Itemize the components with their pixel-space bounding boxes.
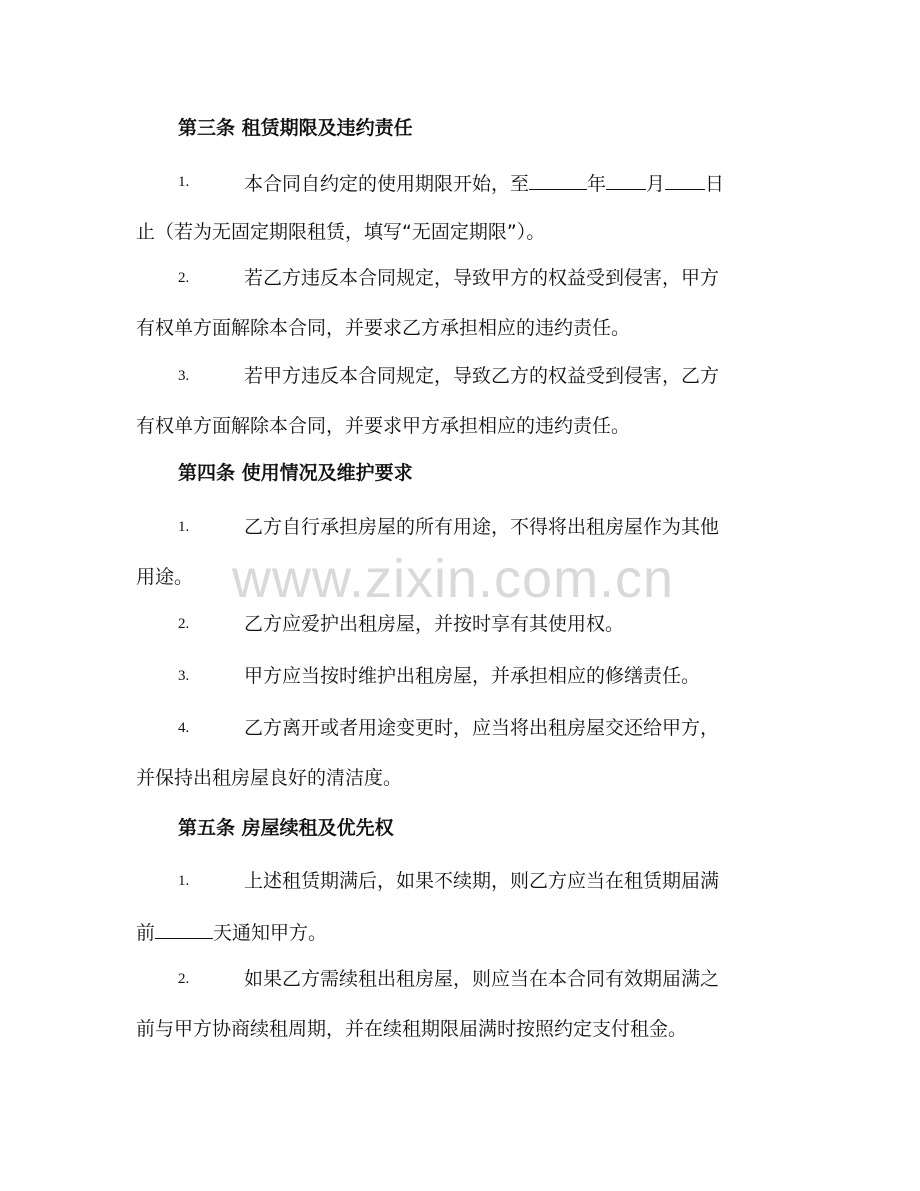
clause-line: 若甲方违反本合同规定，导致乙方的权益受到侵害，乙方: [244, 365, 720, 387]
clause-number: 1.: [178, 519, 190, 535]
clause-number: 2.: [178, 270, 190, 286]
clause-line: [244, 169, 724, 197]
clause-line: 乙方自行承担房屋的所有用途，不得将出租房屋作为其他: [244, 516, 720, 538]
clause-number: 2.: [178, 971, 190, 987]
clause-line: 用途。: [136, 566, 194, 588]
clause-number: 4.: [178, 720, 190, 736]
clause-number: 1.: [178, 873, 190, 889]
clause-text: 天通知甲方。: [213, 922, 328, 944]
year-blank: [529, 169, 587, 190]
day-blank: [665, 169, 705, 190]
clause-line: 乙方离开或者用途变更时，应当将出租房屋交还给甲方，: [244, 717, 720, 739]
clause-line: 若乙方违反本合同规定，导致甲方的权益受到侵害，甲方: [244, 267, 720, 289]
clause-line: 乙方应爱护出租房屋，并按时享有其使用权。: [244, 613, 625, 635]
section-heading-3: 第三条 租赁期限及违约责任: [178, 117, 413, 139]
clause-line: 如果乙方需续租出租房屋，则应当在本合同有效期届满之: [244, 968, 720, 990]
clause-text: 前: [136, 922, 156, 944]
clause-line: 上述租赁期满后，如果不续期，则乙方应当在租赁期届满: [244, 870, 720, 892]
watermark: www.zixin.com.cn: [232, 549, 675, 609]
clause-number: 3.: [178, 368, 190, 384]
section-heading-5: 第五条 房屋续租及优先权: [178, 817, 394, 839]
clause-text: 年: [587, 173, 607, 195]
clause-line: 前与甲方协商续租周期，并在续租期限届满时按照约定支付租金。: [136, 1018, 688, 1040]
month-blank: [606, 169, 646, 190]
clause-text: 月: [646, 173, 666, 195]
days-blank: [155, 918, 213, 939]
clause-text: 日: [705, 173, 725, 195]
clause-line: 有权单方面解除本合同，并要求甲方承担相应的违约责任。: [136, 415, 631, 437]
clause-text: 本合同自约定的使用期限开始，至: [244, 173, 530, 195]
clause-line: 止（若为无固定期限租赁，填写“无固定期限”）。: [136, 221, 546, 243]
clause-number: 2.: [178, 616, 190, 632]
clause-line: [136, 918, 327, 946]
section-heading-4: 第四条 使用情况及维护要求: [178, 462, 413, 484]
clause-line: 有权单方面解除本合同，并要求乙方承担相应的违约责任。: [136, 317, 631, 339]
clause-line: 甲方应当按时维护出租房屋，并承担相应的修缮责任。: [244, 665, 701, 687]
clause-number: 3.: [178, 668, 190, 684]
clause-number: 1.: [178, 174, 190, 190]
clause-line: 并保持出租房屋良好的清洁度。: [136, 767, 403, 789]
